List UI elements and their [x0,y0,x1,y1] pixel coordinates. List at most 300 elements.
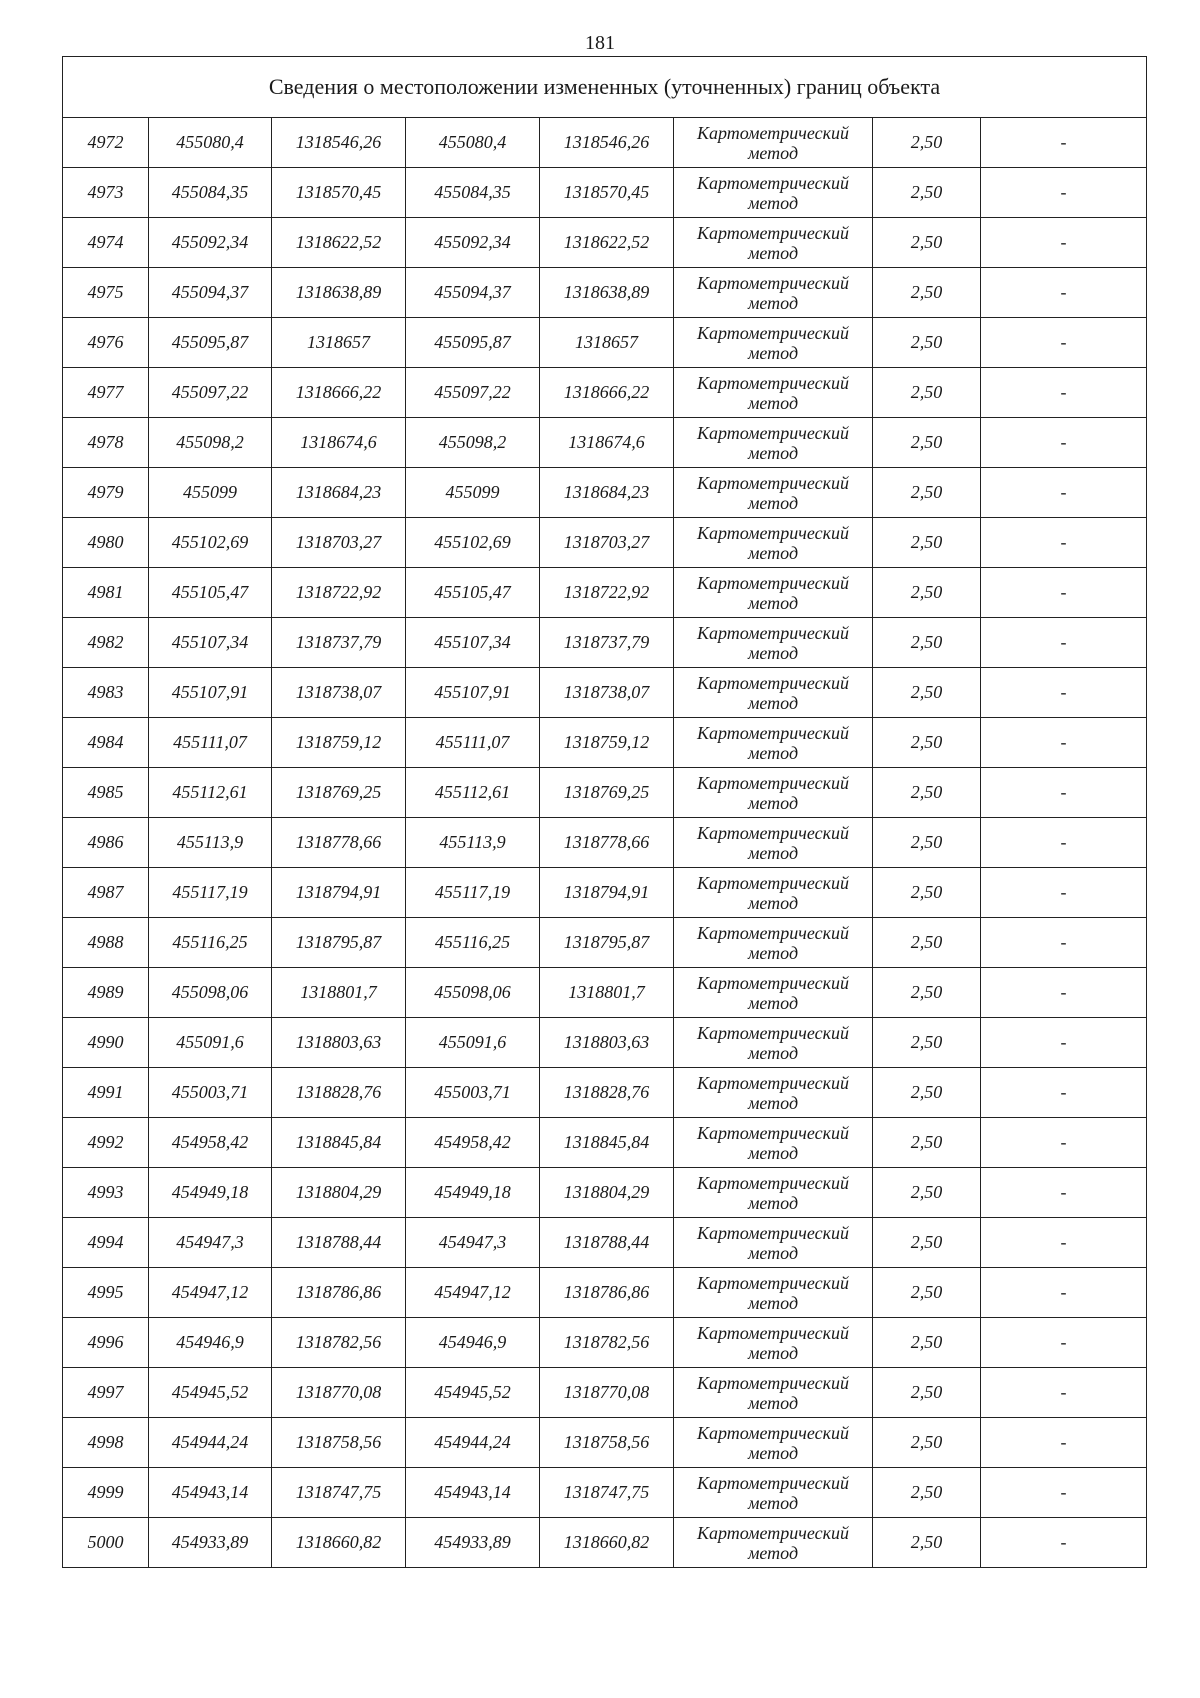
refined-x-cell: 455112,61 [406,768,540,818]
method-cell [674,818,873,868]
point-number-cell: 4983 [63,668,149,718]
refined-x-cell: 455097,22 [406,368,540,418]
table-row [63,1068,1147,1118]
refined-y-cell: 1318758,56 [540,1418,674,1468]
table-row [63,868,1147,918]
note-cell: - [981,1068,1147,1118]
accuracy-cell: 2,50 [873,1168,981,1218]
refined-x-cell: 455113,9 [406,818,540,868]
existing-y-cell: 1318570,45 [272,168,406,218]
note-cell: - [981,1418,1147,1468]
method-line-2: метод [747,792,799,813]
method-cell [674,1068,873,1118]
existing-x-cell: 455003,71 [149,1068,272,1118]
table-body [63,118,1147,1568]
table-row [63,968,1147,1018]
method-line-1: Картометрический [696,1122,849,1143]
accuracy-cell: 2,50 [873,518,981,568]
method-cell [674,918,873,968]
table-row [63,1318,1147,1368]
refined-x-cell: 455117,19 [406,868,540,918]
method-line-1: Картометрический [696,322,849,343]
accuracy-cell: 2,50 [873,1368,981,1418]
note-cell: - [981,1368,1147,1418]
table-row [63,1118,1147,1168]
point-number-cell: 4988 [63,918,149,968]
method-line-1: Картометрический [696,1222,849,1243]
table-row [63,418,1147,468]
existing-x-cell: 455111,07 [149,718,272,768]
method-cell [674,518,873,568]
point-number-cell: 4972 [63,118,149,168]
method-cell [674,468,873,518]
method-line-1: Картометрический [696,172,849,193]
note-cell: - [981,1218,1147,1268]
note-cell: - [981,718,1147,768]
refined-y-cell: 1318801,7 [540,968,674,1018]
accuracy-cell: 2,50 [873,1518,981,1568]
method-line-1: Картометрический [696,1372,849,1393]
table-row [63,368,1147,418]
note-cell: - [981,218,1147,268]
refined-y-cell: 1318804,29 [540,1168,674,1218]
method-cell [674,768,873,818]
existing-y-cell: 1318759,12 [272,718,406,768]
accuracy-cell: 2,50 [873,568,981,618]
point-number-cell: 4991 [63,1068,149,1118]
existing-x-cell: 455112,61 [149,768,272,818]
method-line-2: метод [747,192,799,213]
point-number-cell: 4995 [63,1268,149,1318]
refined-x-cell: 455099 [406,468,540,518]
method-cell [674,1418,873,1468]
existing-y-cell: 1318794,91 [272,868,406,918]
method-cell [674,868,873,918]
method-line-2: метод [747,1542,799,1563]
note-cell: - [981,368,1147,418]
accuracy-cell: 2,50 [873,368,981,418]
method-cell [674,968,873,1018]
refined-y-cell: 1318828,76 [540,1068,674,1118]
accuracy-cell: 2,50 [873,218,981,268]
accuracy-cell: 2,50 [873,668,981,718]
method-line-1: Картометрический [696,1272,849,1293]
method-line-1: Картометрический [696,1072,849,1093]
refined-y-cell: 1318660,82 [540,1518,674,1568]
method-cell [674,718,873,768]
method-line-1: Картометрический [696,722,849,743]
point-number-cell: 4997 [63,1368,149,1418]
refined-x-cell: 455098,2 [406,418,540,468]
method-line-2: метод [747,1392,799,1413]
existing-x-cell: 455095,87 [149,318,272,368]
note-cell: - [981,168,1147,218]
existing-x-cell: 454947,3 [149,1218,272,1268]
method-line-1: Картометрический [696,1422,849,1443]
existing-y-cell: 1318788,44 [272,1218,406,1268]
point-number-cell: 4974 [63,218,149,268]
refined-y-cell: 1318666,22 [540,368,674,418]
existing-y-cell: 1318769,25 [272,768,406,818]
note-cell: - [981,618,1147,668]
point-number-cell: 4981 [63,568,149,618]
existing-y-cell: 1318666,22 [272,368,406,418]
refined-x-cell: 455102,69 [406,518,540,568]
point-number-cell: 4993 [63,1168,149,1218]
method-line-1: Картометрический [696,772,849,793]
refined-x-cell: 455091,6 [406,1018,540,1068]
refined-y-cell: 1318786,86 [540,1268,674,1318]
refined-y-cell: 1318794,91 [540,868,674,918]
method-line-2: метод [747,392,799,413]
method-line-1: Картометрический [696,1322,849,1343]
table-title: Сведения о местоположении измененных (уточненных) границ объекта [63,57,1147,118]
note-cell: - [981,568,1147,618]
existing-y-cell: 1318674,6 [272,418,406,468]
refined-x-cell: 455098,06 [406,968,540,1018]
refined-y-cell: 1318674,6 [540,418,674,468]
method-line-2: метод [747,1292,799,1313]
existing-x-cell: 455091,6 [149,1018,272,1068]
method-line-2: метод [747,1092,799,1113]
accuracy-cell: 2,50 [873,1318,981,1368]
method-line-1: Картометрический [696,972,849,993]
accuracy-cell: 2,50 [873,618,981,668]
refined-x-cell: 454947,3 [406,1218,540,1268]
point-number-cell: 4978 [63,418,149,468]
existing-x-cell: 454958,42 [149,1118,272,1168]
note-cell: - [981,1468,1147,1518]
existing-x-cell: 455117,19 [149,868,272,918]
note-cell: - [981,268,1147,318]
method-line-1: Картометрический [696,1022,849,1043]
method-line-2: метод [747,1042,799,1063]
method-line-2: метод [747,342,799,363]
method-line-1: Картометрический [696,1472,849,1493]
existing-y-cell: 1318804,29 [272,1168,406,1218]
method-line-1: Картометрический [696,622,849,643]
accuracy-cell: 2,50 [873,768,981,818]
refined-x-cell: 455095,87 [406,318,540,368]
table-row [63,118,1147,168]
refined-x-cell: 454944,24 [406,1418,540,1468]
method-line-2: метод [747,842,799,863]
note-cell: - [981,1318,1147,1368]
accuracy-cell: 2,50 [873,1268,981,1318]
refined-x-cell: 454958,42 [406,1118,540,1168]
method-line-1: Картометрический [696,1172,849,1193]
existing-x-cell: 454947,12 [149,1268,272,1318]
refined-y-cell: 1318759,12 [540,718,674,768]
refined-x-cell: 455116,25 [406,918,540,968]
point-number-cell: 4984 [63,718,149,768]
existing-y-cell: 1318684,23 [272,468,406,518]
method-line-2: метод [747,1242,799,1263]
refined-y-cell: 1318684,23 [540,468,674,518]
point-number-cell: 4994 [63,1218,149,1268]
table-row [63,1018,1147,1068]
method-cell [674,268,873,318]
method-cell [674,218,873,268]
page-number: 181 [585,32,615,54]
refined-y-cell: 1318803,63 [540,1018,674,1068]
point-number-cell: 4979 [63,468,149,518]
refined-x-cell: 455084,35 [406,168,540,218]
method-line-2: метод [747,642,799,663]
note-cell: - [981,518,1147,568]
method-line-2: метод [747,742,799,763]
method-line-1: Картометрический [696,222,849,243]
method-cell [674,118,873,168]
method-cell [674,368,873,418]
accuracy-cell: 2,50 [873,718,981,768]
existing-y-cell: 1318845,84 [272,1118,406,1168]
method-line-1: Картометрический [696,122,849,143]
existing-x-cell: 455113,9 [149,818,272,868]
point-number-cell: 4973 [63,168,149,218]
method-line-1: Картометрический [696,822,849,843]
point-number-cell: 4999 [63,1468,149,1518]
method-line-1: Картометрический [696,272,849,293]
accuracy-cell: 2,50 [873,868,981,918]
point-number-cell: 4989 [63,968,149,1018]
existing-x-cell: 455084,35 [149,168,272,218]
accuracy-cell: 2,50 [873,268,981,318]
table-row [63,668,1147,718]
method-cell [674,668,873,718]
note-cell: - [981,918,1147,968]
method-line-1: Картометрический [696,1522,849,1543]
note-cell: - [981,418,1147,468]
accuracy-cell: 2,50 [873,118,981,168]
point-number-cell: 4998 [63,1418,149,1468]
refined-x-cell: 454945,52 [406,1368,540,1418]
refined-y-cell: 1318570,45 [540,168,674,218]
accuracy-cell: 2,50 [873,1468,981,1518]
existing-y-cell: 1318747,75 [272,1468,406,1518]
note-cell: - [981,318,1147,368]
refined-y-cell: 1318737,79 [540,618,674,668]
note-cell: - [981,468,1147,518]
existing-x-cell: 454944,24 [149,1418,272,1468]
refined-y-cell: 1318845,84 [540,1118,674,1168]
refined-x-cell: 455080,4 [406,118,540,168]
refined-y-cell: 1318738,07 [540,668,674,718]
method-cell [674,1018,873,1068]
method-line-1: Картометрический [696,672,849,693]
note-cell: - [981,868,1147,918]
refined-x-cell: 455003,71 [406,1068,540,1118]
method-line-1: Картометрический [696,472,849,493]
existing-y-cell: 1318722,92 [272,568,406,618]
method-line-1: Картометрический [696,872,849,893]
existing-y-cell: 1318703,27 [272,518,406,568]
existing-x-cell: 455092,34 [149,218,272,268]
point-number-cell: 4990 [63,1018,149,1068]
method-cell [674,1218,873,1268]
method-line-1: Картометрический [696,522,849,543]
refined-y-cell: 1318788,44 [540,1218,674,1268]
accuracy-cell: 2,50 [873,318,981,368]
point-number-cell: 4987 [63,868,149,918]
refined-x-cell: 454933,89 [406,1518,540,1568]
accuracy-cell: 2,50 [873,1418,981,1468]
accuracy-cell: 2,50 [873,468,981,518]
point-number-cell: 4982 [63,618,149,668]
existing-x-cell: 455098,2 [149,418,272,468]
method-line-2: метод [747,542,799,563]
note-cell: - [981,818,1147,868]
existing-y-cell: 1318622,52 [272,218,406,268]
existing-x-cell: 455094,37 [149,268,272,318]
existing-x-cell: 455107,34 [149,618,272,668]
method-line-2: метод [747,992,799,1013]
method-line-2: метод [747,1342,799,1363]
table-row [63,768,1147,818]
method-cell [674,318,873,368]
existing-x-cell: 454949,18 [149,1168,272,1218]
method-line-1: Картометрический [696,372,849,393]
accuracy-cell: 2,50 [873,1018,981,1068]
method-cell [674,1168,873,1218]
existing-y-cell: 1318801,7 [272,968,406,1018]
accuracy-cell: 2,50 [873,1118,981,1168]
method-line-2: метод [747,1442,799,1463]
refined-x-cell: 455105,47 [406,568,540,618]
existing-y-cell: 1318638,89 [272,268,406,318]
table-row [63,1268,1147,1318]
existing-x-cell: 455107,91 [149,668,272,718]
table-row [63,918,1147,968]
refined-x-cell: 455092,34 [406,218,540,268]
existing-y-cell: 1318738,07 [272,668,406,718]
accuracy-cell: 2,50 [873,918,981,968]
table-row [63,268,1147,318]
method-line-2: метод [747,242,799,263]
note-cell: - [981,968,1147,1018]
existing-x-cell: 455098,06 [149,968,272,1018]
table-row [63,1218,1147,1268]
existing-x-cell: 454946,9 [149,1318,272,1368]
existing-y-cell: 1318737,79 [272,618,406,668]
method-line-2: метод [747,292,799,313]
refined-x-cell: 454947,12 [406,1268,540,1318]
note-cell: - [981,1018,1147,1068]
refined-x-cell: 455094,37 [406,268,540,318]
method-line-2: метод [747,142,799,163]
refined-y-cell: 1318795,87 [540,918,674,968]
accuracy-cell: 2,50 [873,968,981,1018]
existing-y-cell: 1318795,87 [272,918,406,968]
method-cell [674,1368,873,1418]
method-cell [674,1268,873,1318]
refined-y-cell: 1318778,66 [540,818,674,868]
existing-x-cell: 455099 [149,468,272,518]
point-number-cell: 4996 [63,1318,149,1368]
method-cell [674,1118,873,1168]
existing-y-cell: 1318660,82 [272,1518,406,1568]
existing-x-cell: 455105,47 [149,568,272,618]
note-cell: - [981,1168,1147,1218]
existing-y-cell: 1318546,26 [272,118,406,168]
existing-x-cell: 454945,52 [149,1368,272,1418]
coordinates-table [62,56,1147,1568]
method-line-2: метод [747,692,799,713]
point-number-cell: 4977 [63,368,149,418]
method-cell [674,168,873,218]
existing-x-cell: 455116,25 [149,918,272,968]
accuracy-cell: 2,50 [873,818,981,868]
table-row [63,518,1147,568]
point-number-cell: 4985 [63,768,149,818]
refined-y-cell: 1318638,89 [540,268,674,318]
note-cell: - [981,768,1147,818]
existing-x-cell: 454943,14 [149,1468,272,1518]
method-line-1: Картометрический [696,572,849,593]
method-line-2: метод [747,1492,799,1513]
table-row [63,568,1147,618]
accuracy-cell: 2,50 [873,1218,981,1268]
point-number-cell: 5000 [63,1518,149,1568]
existing-y-cell: 1318786,86 [272,1268,406,1318]
existing-y-cell: 1318778,66 [272,818,406,868]
note-cell: - [981,1118,1147,1168]
refined-x-cell: 454946,9 [406,1318,540,1368]
refined-y-cell: 1318546,26 [540,118,674,168]
existing-y-cell: 1318758,56 [272,1418,406,1468]
method-line-2: метод [747,592,799,613]
method-line-2: метод [747,892,799,913]
accuracy-cell: 2,50 [873,1068,981,1118]
point-number-cell: 4980 [63,518,149,568]
method-line-2: метод [747,1142,799,1163]
refined-y-cell: 1318782,56 [540,1318,674,1368]
refined-y-cell: 1318770,08 [540,1368,674,1418]
table-row [63,718,1147,768]
refined-y-cell: 1318657 [540,318,674,368]
existing-x-cell: 455097,22 [149,368,272,418]
refined-x-cell: 455107,34 [406,618,540,668]
method-line-1: Картометрический [696,922,849,943]
refined-y-cell: 1318747,75 [540,1468,674,1518]
method-cell [674,618,873,668]
note-cell: - [981,1268,1147,1318]
table-row [63,1168,1147,1218]
point-number-cell: 4975 [63,268,149,318]
point-number-cell: 4986 [63,818,149,868]
method-cell [674,1518,873,1568]
table-row [63,1468,1147,1518]
refined-y-cell: 1318622,52 [540,218,674,268]
method-line-1: Картометрический [696,422,849,443]
table-row [63,318,1147,368]
existing-y-cell: 1318803,63 [272,1018,406,1068]
existing-y-cell: 1318828,76 [272,1068,406,1118]
method-line-2: метод [747,492,799,513]
table-row [63,168,1147,218]
method-cell [674,418,873,468]
note-cell: - [981,1518,1147,1568]
refined-y-cell: 1318769,25 [540,768,674,818]
method-cell [674,568,873,618]
refined-x-cell: 454949,18 [406,1168,540,1218]
table-row [63,1368,1147,1418]
refined-x-cell: 454943,14 [406,1468,540,1518]
refined-y-cell: 1318703,27 [540,518,674,568]
existing-x-cell: 455080,4 [149,118,272,168]
table-row [63,468,1147,518]
table-row [63,218,1147,268]
